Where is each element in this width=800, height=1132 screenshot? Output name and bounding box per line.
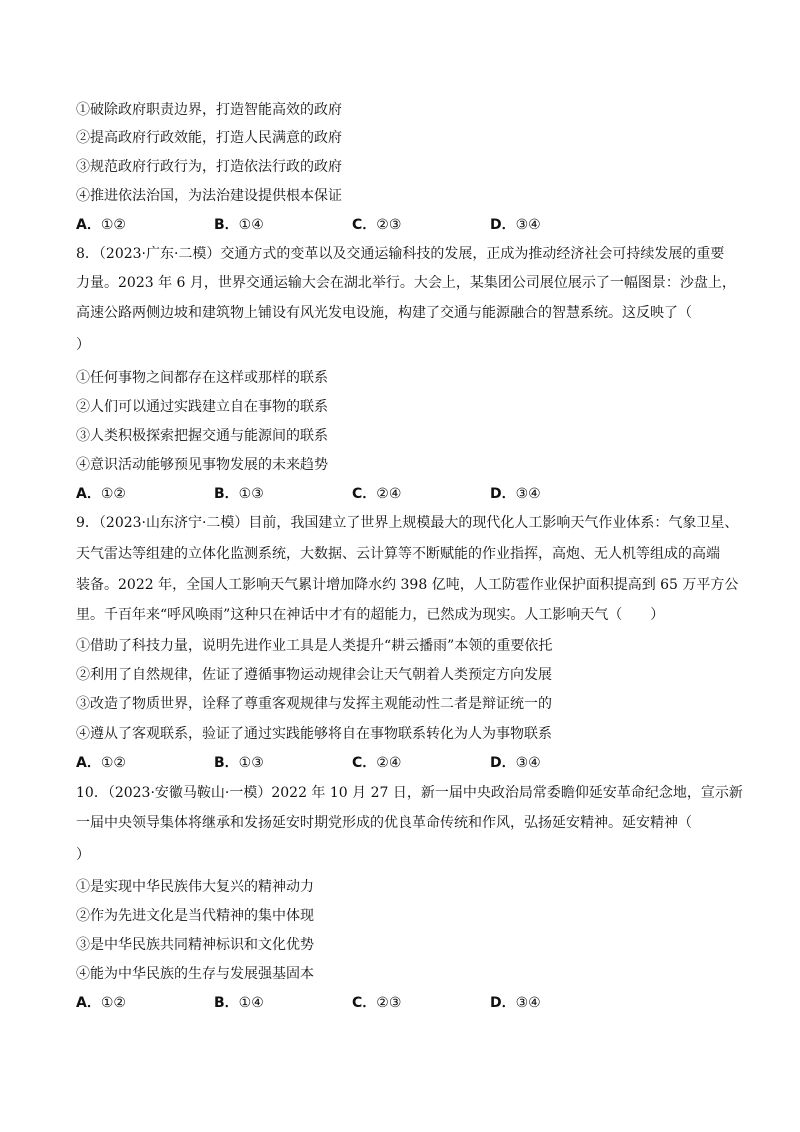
question-stem: ）: [76, 847, 90, 863]
choice-c: C．②④: [352, 486, 402, 502]
question-stem: 8．（2023·广东·二模）交通方式的变革以及交通运输科技的发展，正成为推动经济社会可持续发展的重要: [76, 246, 725, 262]
choice-c: C．②③: [352, 217, 402, 233]
choice-b: B．①④: [214, 995, 264, 1011]
answer-choices: [76, 483, 726, 505]
option-line: ④推进依法治国，为法治建设提供根本保证: [76, 188, 342, 204]
option-line: ②作为先进文化是当代精神的集中体现: [76, 908, 314, 924]
option-line: ③改造了物质世界，诠释了尊重客观规律与发挥主观能动性二者是辩证统一的: [76, 696, 552, 712]
choice-a: A．①②: [76, 486, 126, 502]
choice-d: D．③④: [490, 995, 541, 1011]
option-line: ④能为中华民族的生存与发展强基固本: [76, 966, 314, 982]
answer-choices: [76, 752, 726, 774]
option-line: ④意识活动能够预见事物发展的未来趋势: [76, 457, 328, 473]
question-stem: 高速公路两侧边坡和建筑物上铺设有风光发电设施，构建了交通与能源融合的智慧系统。这反映了（: [76, 305, 692, 321]
option-line: ④遵从了客观联系，验证了通过实践能够将自在事物联系转化为人为事物联系: [76, 726, 552, 742]
choice-d: D．③④: [490, 755, 541, 771]
question-stem: 装备。2022 年，全国人工影响天气累计增加降水约 398 亿吨，人工防雹作业保护面积提高到 65 万平方公: [76, 577, 739, 593]
choice-d: D．③④: [490, 486, 541, 502]
option-line: ①借助了科技力量，说明先进作业工具是人类提升“耕云播雨”本领的重要依托: [76, 638, 553, 654]
option-line: ②提高政府行政效能，打造人民满意的政府: [76, 130, 342, 146]
answer-choices: [76, 992, 726, 1014]
question-stem: 天气雷达等组建的立体化监测系统，大数据、云计算等不断赋能的作业指挥，高炮、无人机等组成的高端: [76, 546, 720, 562]
option-line: ①任何事物之间都存在这样或那样的联系: [76, 370, 328, 386]
choice-d: D．③④: [490, 217, 541, 233]
option-line: ③规范政府行政行为，打造依法行政的政府: [76, 159, 342, 175]
choice-a: A．①②: [76, 995, 126, 1011]
option-line: ①破除政府职责边界，打造智能高效的政府: [76, 102, 342, 118]
question-stem: 一届中央领导集体将继承和发扬延安时期党形成的优良革命传统和作风，弘扬延安精神。延安精神（: [76, 815, 692, 831]
question-stem: 力量。2023 年 6 月，世界交通运输大会在湖北举行。大会上，某集团公司展位展示了一幅图景：沙盘上，: [76, 275, 736, 291]
choice-b: B．①③: [214, 486, 264, 502]
choice-c: C．②③: [352, 995, 402, 1011]
option-line: ①是实现中华民族伟大复兴的精神动力: [76, 879, 314, 895]
question-stem: 里。千百年来“呼风唤雨”这种只在神话中才有的超能力，已然成为现实。人工影响天气（ ）: [76, 607, 665, 623]
question-stem: ）: [76, 337, 90, 353]
choice-b: B．①③: [214, 755, 264, 771]
option-line: ③人类积极探索把握交通与能源间的联系: [76, 428, 328, 444]
choice-a: A．①②: [76, 755, 126, 771]
option-line: ③是中华民族共同精神标识和文化优势: [76, 937, 314, 953]
question-stem: 10．（2023·安徽马鞍山·一模）2022 年 10 月 27 日，新一届中央政治局常委瞻仰延安革命纪念地，宣示新: [76, 785, 743, 801]
choice-b: B．①④: [214, 217, 264, 233]
answer-choices: [76, 214, 726, 236]
choice-c: C．②④: [352, 755, 402, 771]
option-line: ②利用了自然规律，佐证了遵循事物运动规律会让天气朝着人类预定方向发展: [76, 667, 552, 683]
option-line: ②人们可以通过实践建立自在事物的联系: [76, 399, 328, 415]
question-stem: 9．（2023·山东济宁·二模）目前，我国建立了世界上规模最大的现代化人工影响天气作业体系：气象卫星、: [76, 515, 739, 531]
choice-a: A．①②: [76, 217, 126, 233]
